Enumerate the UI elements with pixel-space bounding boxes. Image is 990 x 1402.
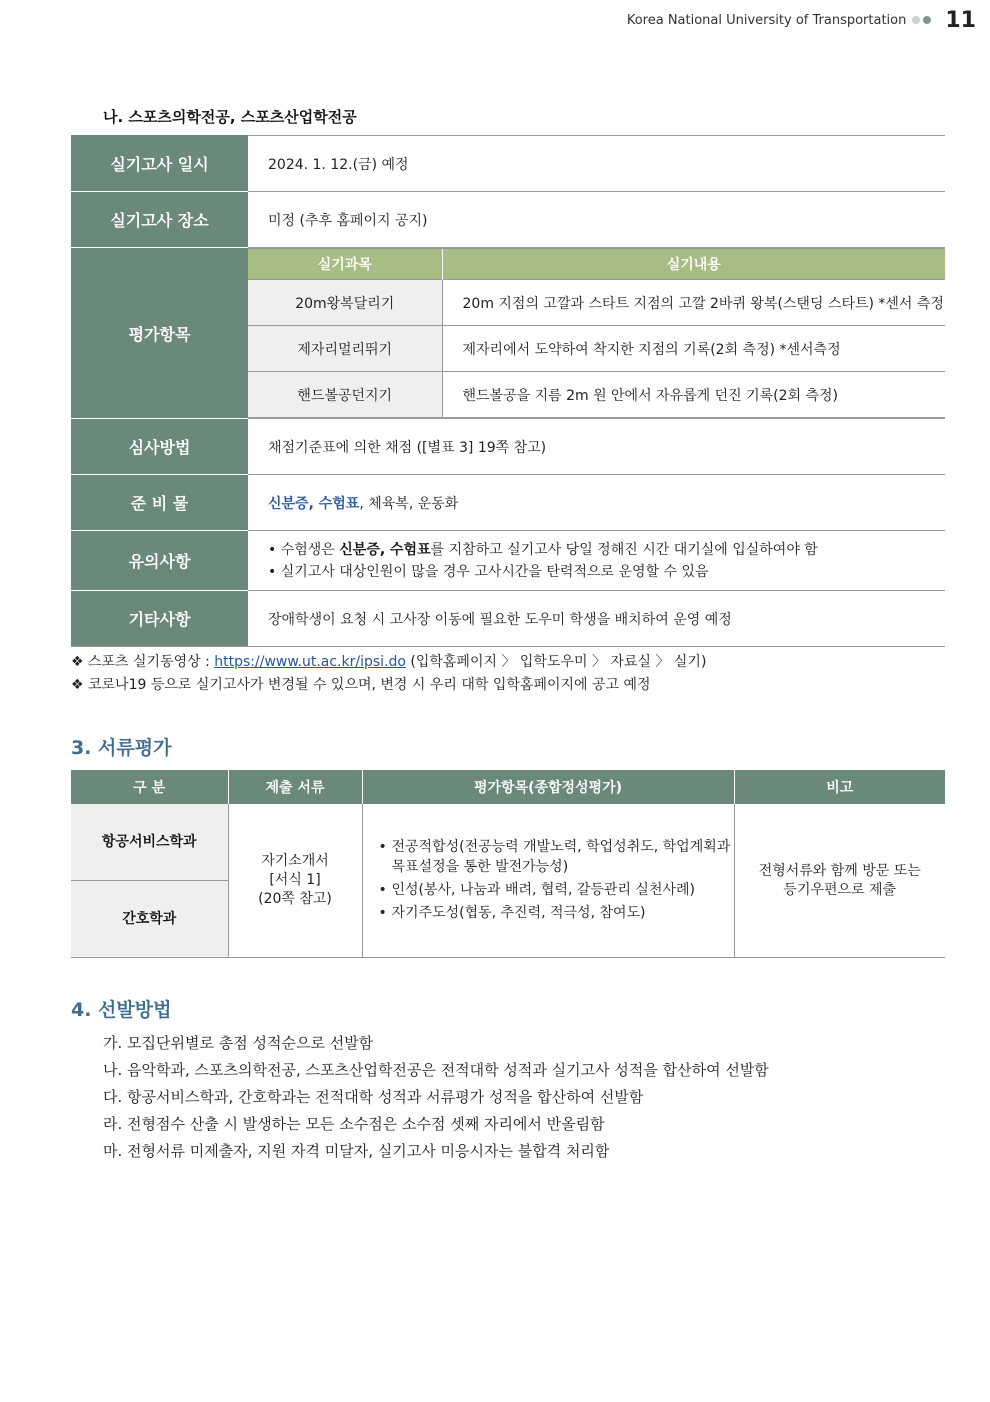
eval-items-cell (362, 804, 734, 958)
caution-line-1 (268, 539, 945, 561)
subsection-title: 나. 스포츠의학전공, 스포츠산업학전공 (103, 108, 357, 126)
caution-1-bold: 신분증, 수험표 (339, 541, 431, 558)
practical-exam-table (71, 135, 945, 647)
document-eval-table (71, 770, 945, 958)
table-row (71, 804, 945, 881)
subject-cell: 20m왕복달리기 (248, 280, 442, 326)
note-video (71, 651, 706, 674)
university-name: Korea National University of Transportation (626, 12, 907, 28)
list-item: • 전공적합성(전공능력 개발노력, 학업성취도, 학업계획과 목표설정을 통한 발전가능성) (379, 837, 734, 877)
preparation-label: 준 비 물 (71, 475, 248, 531)
content-cell: 제자리에서 도약하여 착지한 지점의 기록(2회 측정) *센서측정 (442, 326, 945, 372)
list-item: 나. 음악학과, 스포츠의학전공, 스포츠산업학전공은 전적대학 성적과 실기고사 성적을 합산하여 선발함 (103, 1061, 769, 1079)
remark-line-2: 등기우편으로 제출 (783, 881, 897, 898)
preparation-highlight: 신분증, 수험표 (268, 495, 360, 512)
preparation-value (248, 475, 945, 531)
eval-items-cell (248, 248, 945, 419)
selection-method-list (103, 1030, 769, 1165)
content-cell: 20m 지점의 고깔과 스타트 지점의 고깔 2바퀴 왕복(스탠딩 스타트) *센서 측정 (442, 280, 945, 326)
remark-line-1: 전형서류와 함께 방문 또는 (758, 862, 921, 879)
table-row (248, 372, 945, 418)
etc-label: 기타사항 (71, 591, 248, 647)
etc-value: 장애학생이 요청 시 고사장 이동에 필요한 도우미 학생을 배치하여 운영 예정 (248, 591, 945, 647)
list-item: • 인성(봉사, 나눔과 배려, 협력, 갈등관리 실천사례) (379, 880, 734, 900)
list-item: 다. 항공서비스학과, 간호학과는 전적대학 성적과 서류평가 성적을 합산하여 선발함 (103, 1088, 644, 1106)
content-cell: 핸드볼공을 지름 2m 원 안에서 자유롭게 던진 기록(2회 측정) (442, 372, 945, 418)
caution-1-post: 를 지참하고 실기고사 당일 정해진 시간 대기실에 입실하여야 함 (430, 541, 818, 558)
exam-place-value: 미정 (추후 홈페이지 공지) (248, 192, 945, 248)
judge-method-value: 채점기준표에 의한 채점 ([별표 3] 19쪽 참고) (248, 419, 945, 475)
row-exam-place (71, 192, 945, 248)
dept-aviation-service: 항공서비스학과 (71, 804, 228, 881)
note-video-pre: ❖ 스포츠 실기동영상 : (71, 654, 215, 670)
header-eval-items: 평가항목(종합정성평가) (362, 770, 734, 804)
header-dot-dark (923, 16, 931, 24)
page-number: 11 (945, 7, 976, 33)
caution-1-pre: • 수험생은 (268, 541, 340, 558)
eval-items-label: 평가항목 (71, 248, 248, 419)
eval-items-list (363, 837, 734, 923)
col-subject-header: 실기과목 (248, 249, 442, 280)
row-exam-date (71, 136, 945, 192)
list-item: • 자기주도성(협동, 추진력, 적극성, 참여도) (379, 903, 734, 923)
section-3-title: 3. 서류평가 (71, 737, 172, 759)
row-etc (71, 591, 945, 647)
row-judge-method (71, 419, 945, 475)
row-caution (71, 531, 945, 591)
header-category: 구 분 (71, 770, 228, 804)
caution-label: 유의사항 (71, 531, 248, 591)
note-covid: ❖ 코로나19 등으로 실기고사가 변경될 수 있으며, 변경 시 우리 대학 입학홈페이지에 공고 예정 (71, 677, 651, 693)
subject-cell: 제자리멀리뛰기 (248, 326, 442, 372)
video-link[interactable]: https://www.ut.ac.kr/ipsi.do (214, 654, 406, 670)
dept-nursing: 간호학과 (71, 881, 228, 958)
notes (71, 651, 706, 697)
exam-place-label: 실기고사 장소 (71, 192, 248, 248)
docs-line-2: [서식 1] (269, 872, 321, 888)
eval-items-subtable (248, 248, 945, 418)
docs-line-1: 자기소개서 (261, 853, 329, 869)
header-dot-light (912, 16, 920, 24)
docs-cell (228, 804, 362, 958)
header-documents: 제출 서류 (228, 770, 362, 804)
section-4-title: 4. 선발방법 (71, 999, 172, 1021)
table-row (248, 280, 945, 326)
caution-line-2: • 실기고사 대상인원이 많을 경우 고사시간을 탄력적으로 운영할 수 있음 (268, 563, 709, 580)
row-preparation (71, 475, 945, 531)
exam-date-label: 실기고사 일시 (71, 136, 248, 192)
remarks-cell (734, 804, 945, 958)
judge-method-label: 심사방법 (71, 419, 248, 475)
list-item: 가. 모집단위별로 총점 성적순으로 선발함 (103, 1034, 374, 1052)
list-item: 라. 전형점수 산출 시 발생하는 모든 소수점은 소수점 셋째 자리에서 반올림함 (103, 1115, 605, 1133)
exam-date-value: 2024. 1. 12.(금) 예정 (248, 136, 945, 192)
header-remarks: 비고 (734, 770, 945, 804)
col-content-header: 실기내용 (442, 249, 945, 280)
preparation-rest: , 체육복, 운동화 (359, 495, 459, 512)
list-item: 마. 전형서류 미제출자, 지원 자격 미달자, 실기고사 미응시자는 불합격 처리함 (103, 1142, 610, 1160)
note-video-post: (입학홈페이지 〉 입학도우미 〉 자료실 〉 실기) (405, 654, 707, 670)
docs-line-3: (20쪽 참고) (258, 891, 332, 907)
page-header (627, 8, 976, 32)
subject-cell: 핸드볼공던지기 (248, 372, 442, 418)
caution-value (248, 531, 945, 591)
row-eval-items (71, 248, 945, 419)
table-row (248, 326, 945, 372)
